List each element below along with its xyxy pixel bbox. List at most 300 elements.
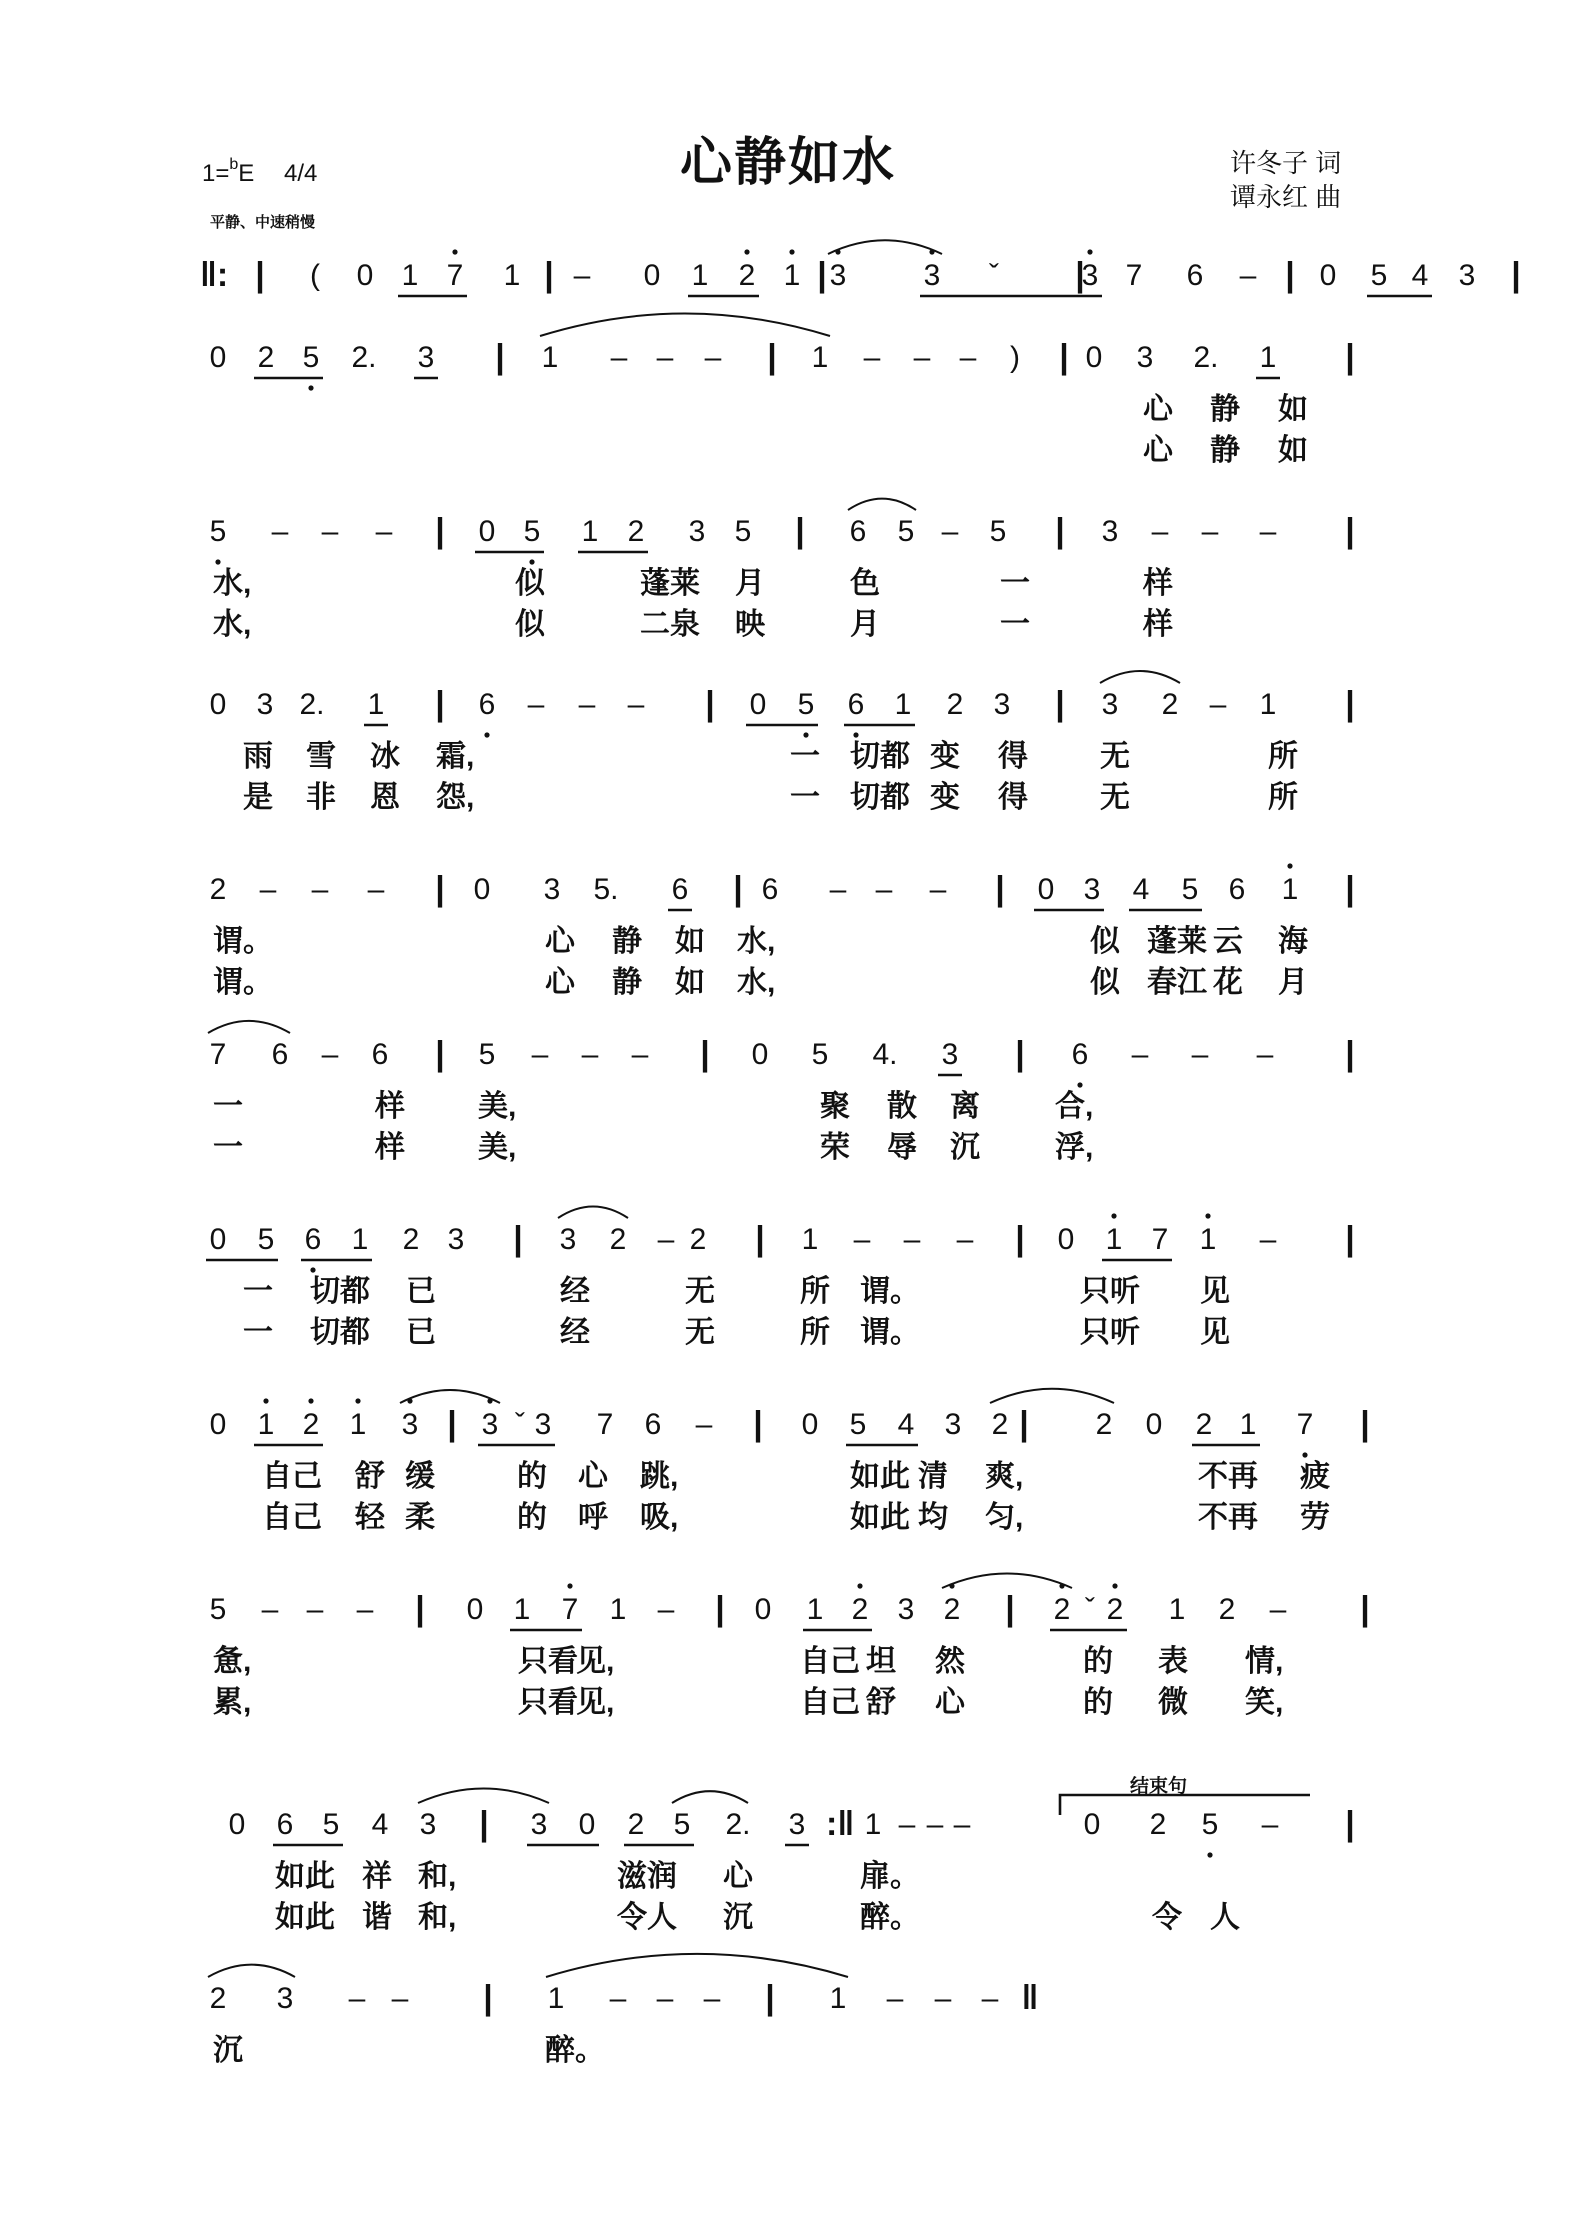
barline-0-6: |	[1511, 256, 1521, 294]
note-5-8: 0	[751, 1038, 769, 1071]
slur-0	[828, 240, 942, 254]
note-9-6: 0	[578, 1808, 596, 1841]
lyric-6-0-3: 经	[560, 1275, 590, 1308]
lyric-3-0-5: 切都	[850, 740, 910, 773]
barline-5-3: |	[1345, 1035, 1355, 1073]
slur-9	[942, 1574, 1072, 1589]
octave-dot-8	[529, 559, 534, 564]
barline-4-2: |	[995, 870, 1005, 908]
octave-dot-1	[744, 249, 749, 254]
note-8-10: 1	[806, 1593, 824, 1626]
slur-2	[848, 499, 916, 510]
barline-6-2: |	[1015, 1220, 1025, 1258]
note-5-13: –	[1131, 1038, 1149, 1071]
note-4-5: 3	[543, 873, 561, 906]
lyric-6-0-8: 见	[1200, 1275, 1230, 1308]
note-1-6: –	[610, 341, 628, 374]
note-3-11: 1	[894, 688, 912, 721]
slur-13	[546, 1954, 848, 1977]
note-10-5: –	[609, 1982, 627, 2015]
note-2-7: 2	[627, 515, 645, 548]
note-10-0: 2	[209, 1982, 227, 2015]
note-7-10: –	[695, 1408, 713, 1441]
lyric-8-0-4: 坦	[866, 1645, 896, 1678]
note-9-0: 0	[228, 1808, 246, 1841]
note-8-17: 1	[1168, 1593, 1186, 1626]
note-10-7: –	[703, 1982, 721, 2015]
barline-1-3: |	[1345, 338, 1355, 376]
lyric-2-1-0: 水,	[213, 608, 252, 641]
lyric-8-1-8: 笑,	[1245, 1686, 1284, 1719]
lyric-4-0-8: 海	[1278, 925, 1308, 958]
lyric-6-1-6: 谓。	[860, 1316, 920, 1349]
lyric-9-0-4: 心	[723, 1860, 753, 1893]
note-10-11: –	[981, 1982, 999, 2015]
note-6-18: –	[1259, 1223, 1277, 1256]
note-5-10: 4.	[872, 1038, 898, 1071]
note-4-2: –	[311, 873, 329, 906]
lyric-6-1-3: 经	[560, 1316, 590, 1349]
barline-4-0: |	[435, 870, 445, 908]
octave-dot-11	[853, 732, 858, 737]
lyric-6-1-5: 所	[800, 1316, 830, 1349]
barline-0-1: |	[255, 256, 265, 294]
note-6-5: 3	[447, 1223, 465, 1256]
note-7-18: 2	[1195, 1408, 1213, 1441]
octave-dot-18	[308, 1398, 313, 1403]
lyric-9-0-1: 祥	[362, 1860, 392, 1893]
note-0-19: 4	[1411, 259, 1429, 292]
octave-dot-28	[1207, 1852, 1212, 1857]
lyric-8-0-2: 见,	[576, 1645, 615, 1678]
lyric-2-0-3: 月	[735, 567, 765, 600]
lyric-9-1-2: 和,	[418, 1901, 457, 1934]
slur-3	[1100, 671, 1180, 683]
note-8-2: –	[306, 1593, 324, 1626]
lyric-3-0-2: 冰	[370, 740, 400, 773]
note-2-4: 0	[478, 515, 496, 548]
note-6-6: 3	[559, 1223, 577, 1256]
lyric-5-1-6: 浮,	[1055, 1131, 1094, 1164]
note-9-8: 5	[673, 1808, 691, 1841]
note-7-7: 3	[534, 1408, 552, 1441]
note-3-3: 1	[367, 688, 385, 721]
note-6-9: 2	[689, 1223, 707, 1256]
octave-dot-2	[789, 249, 794, 254]
note-2-1: –	[271, 515, 289, 548]
note-3-1: 3	[256, 688, 274, 721]
note-1-4: 3	[417, 341, 435, 374]
note-5-4: 5	[478, 1038, 496, 1071]
barline-2-0: |	[435, 512, 445, 550]
lyric-7-0-0: 自己	[262, 1460, 322, 1493]
lyric-8-1-3: 自己	[800, 1686, 860, 1719]
slur-7	[400, 1390, 500, 1403]
lyric-6-1-8: 见	[1200, 1316, 1230, 1349]
lyric-9-0-5: 扉。	[860, 1860, 920, 1893]
lyric-2-1-6: 样	[1143, 608, 1173, 641]
lyric-7-0-10: 疲	[1300, 1460, 1330, 1493]
lyric-4-0-4: 水,	[737, 925, 776, 958]
note-0-7: 1	[691, 259, 709, 292]
note-1-9: 1	[811, 341, 829, 374]
note-6-7: 2	[609, 1223, 627, 1256]
lyric-3-0-0: 雨	[243, 740, 273, 773]
lyric-3-0-1: 雪	[306, 740, 336, 773]
lyric-4-1-7: 花	[1213, 966, 1243, 999]
octave-dot-27	[1112, 1583, 1117, 1588]
note-6-2: 6	[304, 1223, 322, 1256]
lyric-7-0-9: 不再	[1198, 1460, 1258, 1493]
octave-dot-23	[567, 1583, 572, 1588]
note-6-10: 1	[801, 1223, 819, 1256]
barline-10-1: |	[765, 1979, 775, 2017]
lyric-3-1-2: 恩	[370, 781, 400, 814]
note-0-16: –	[1239, 259, 1257, 292]
note-0-15: 6	[1186, 259, 1204, 292]
lyric-3-1-5: 切都	[850, 781, 910, 814]
note-2-14: 3	[1101, 515, 1119, 548]
lyric-3-0-6: 变	[930, 740, 960, 773]
note-0-18: 5	[1370, 259, 1388, 292]
composer-credit: 谭永红 曲	[1230, 182, 1342, 212]
lyric-2-0-5: 一	[1000, 567, 1030, 600]
barline-0-3: |	[817, 256, 827, 294]
lyric-9-0-3: 滋润	[617, 1860, 677, 1893]
note-8-18: 2	[1218, 1593, 1236, 1626]
note-0-2: 1	[401, 259, 419, 292]
note-4-15: 5	[1181, 873, 1199, 906]
note-9-2: 5	[322, 1808, 340, 1841]
note-6-17: 1	[1199, 1223, 1217, 1256]
lyric-7-1-8: 匀,	[985, 1501, 1024, 1534]
note-2-10: 6	[849, 515, 867, 548]
note-8-1: –	[261, 1593, 279, 1626]
lyric-4-0-2: 静	[612, 925, 642, 958]
lyric-4-1-3: 如	[675, 966, 705, 999]
lyric-5-1-2: 美,	[478, 1131, 517, 1164]
lyric-2-0-2: 蓬莱	[640, 567, 700, 600]
note-5-6: –	[581, 1038, 599, 1071]
note-10-3: –	[391, 1982, 409, 2015]
slur-5	[208, 1021, 290, 1033]
lyric-4-0-3: 如	[675, 925, 705, 958]
lyric-9-1-1: 谐	[362, 1901, 392, 1934]
barline-6-1: |	[755, 1220, 765, 1258]
note-7-6: ˇ	[515, 1408, 525, 1441]
lyric-3-0-9: 所	[1268, 740, 1298, 773]
note-0-12: ˇ	[989, 259, 999, 292]
lyric-7-0-1: 舒	[355, 1460, 385, 1493]
barline-3-1: |	[705, 685, 715, 723]
lyric-3-1-1: 非	[306, 781, 336, 814]
note-1-5: 1	[541, 341, 559, 374]
octave-dot-14	[310, 1267, 315, 1272]
note-4-14: 4	[1132, 873, 1150, 906]
note-9-10: 3	[788, 1808, 806, 1841]
lyric-3-1-7: 得	[998, 781, 1028, 814]
note-7-17: 0	[1145, 1408, 1163, 1441]
note-8-7: 1	[609, 1593, 627, 1626]
note-0-14: 7	[1125, 259, 1143, 292]
barline-4-3: |	[1345, 870, 1355, 908]
note-9-13: –	[926, 1808, 944, 1841]
lyric-8-1-7: 微	[1158, 1686, 1188, 1719]
lyric-2-1-1: 似	[515, 608, 545, 641]
note-8-19: –	[1269, 1593, 1287, 1626]
note-7-16: 2	[1095, 1408, 1113, 1441]
note-9-15: 0	[1083, 1808, 1101, 1841]
lyric-7-1-6: 如此	[850, 1501, 910, 1534]
lyric-6-1-1: 切都	[310, 1316, 370, 1349]
note-7-0: 0	[209, 1408, 227, 1441]
note-2-17: –	[1259, 515, 1277, 548]
barline-2-1: |	[795, 512, 805, 550]
note-6-15: 1	[1105, 1223, 1123, 1256]
lyric-2-0-6: 样	[1143, 567, 1173, 600]
barline-8-0: |	[415, 1590, 425, 1628]
note-3-9: 5	[797, 688, 815, 721]
octave-dot-22	[1302, 1452, 1307, 1457]
note-1-10: –	[863, 341, 881, 374]
barline-8-1: |	[715, 1590, 725, 1628]
barline-3-2: |	[1055, 685, 1065, 723]
note-7-2: 2	[302, 1408, 320, 1441]
note-8-15: ˇ	[1085, 1593, 1095, 1626]
lyric-3-1-9: 所	[1268, 781, 1298, 814]
note-1-2: 5	[302, 341, 320, 374]
lyric-2-0-4: 色	[850, 567, 880, 600]
note-8-11: 2	[851, 1593, 869, 1626]
barline-0-5: |	[1285, 256, 1295, 294]
lyric-5-0-5: 离	[950, 1090, 980, 1123]
note-5-15: –	[1256, 1038, 1274, 1071]
note-1-15: 3	[1136, 341, 1154, 374]
note-4-13: 3	[1083, 873, 1101, 906]
note-9-5: 3	[530, 1808, 548, 1841]
lyric-3-0-8: 无	[1100, 740, 1130, 773]
lyric-4-1-4: 水,	[737, 966, 776, 999]
lyric-5-0-4: 散	[887, 1090, 917, 1123]
note-6-12: –	[903, 1223, 921, 1256]
lyric-5-1-0: 一	[213, 1131, 243, 1164]
lyric-5-0-0: 一	[213, 1090, 243, 1123]
barline-7-0: |	[447, 1405, 457, 1443]
lyric-7-1-7: 均	[918, 1501, 948, 1534]
note-5-3: 6	[371, 1038, 389, 1071]
lyric-4-1-0: 谓。	[213, 966, 273, 999]
lyric-5-1-4: 辱	[887, 1131, 917, 1164]
note-8-8: –	[657, 1593, 675, 1626]
note-9-12: –	[898, 1808, 916, 1841]
note-2-5: 5	[523, 515, 541, 548]
note-5-0: 7	[209, 1038, 227, 1071]
note-3-17: 1	[1259, 688, 1277, 721]
note-1-11: –	[913, 341, 931, 374]
lyric-8-1-1: 只看	[518, 1686, 578, 1719]
note-6-16: 7	[1151, 1223, 1169, 1256]
lyric-1-0-0: 心	[1143, 393, 1173, 426]
note-4-17: 1	[1281, 873, 1299, 906]
ending-label: 结束句	[1130, 1776, 1188, 1797]
note-0-20: 3	[1458, 259, 1476, 292]
note-4-12: 0	[1037, 873, 1055, 906]
lyric-8-0-6: 的	[1083, 1645, 1113, 1678]
note-6-13: –	[956, 1223, 974, 1256]
barline-7-3: |	[1360, 1405, 1370, 1443]
lyric-4-0-0: 谓。	[213, 925, 273, 958]
note-9-4: 3	[419, 1808, 437, 1841]
lyric-1-0-1: 静	[1210, 393, 1240, 426]
note-0-3: 7	[446, 259, 464, 292]
lyric-2-0-1: 似	[515, 567, 545, 600]
slur-1	[540, 314, 830, 337]
note-1-8: –	[704, 341, 722, 374]
note-0-13: 3	[1081, 259, 1099, 292]
note-7-12: 5	[849, 1408, 867, 1441]
lyric-5-0-1: 样	[375, 1090, 405, 1123]
note-4-7: 6	[671, 873, 689, 906]
note-9-14: –	[953, 1808, 971, 1841]
note-6-3: 1	[351, 1223, 369, 1256]
key-flat: b	[229, 156, 239, 173]
note-6-8: –	[657, 1223, 675, 1256]
note-3-12: 2	[946, 688, 964, 721]
tempo-marking: 平静、中速稍慢	[210, 214, 316, 231]
barline-10-2: ‖	[1021, 1979, 1039, 2017]
note-10-1: 3	[276, 1982, 294, 2015]
note-2-3: –	[375, 515, 393, 548]
note-8-9: 0	[754, 1593, 772, 1626]
lyric-7-1-2: 柔	[405, 1501, 435, 1534]
note-2-11: 5	[897, 515, 915, 548]
note-8-6: 7	[561, 1593, 579, 1626]
note-9-11: 1	[864, 1808, 882, 1841]
barline-0-2: |	[544, 256, 554, 294]
note-0-6: 0	[643, 259, 661, 292]
octave-dot-16	[1205, 1213, 1210, 1218]
note-7-15: 2	[991, 1408, 1009, 1441]
lyric-9-1-3: 令人	[617, 1901, 677, 1934]
note-6-11: –	[853, 1223, 871, 1256]
note-2-16: –	[1201, 515, 1219, 548]
lyric-8-0-3: 自己	[800, 1645, 860, 1678]
barline-4-1: |	[733, 870, 743, 908]
note-7-5: 3	[481, 1408, 499, 1441]
ending-bracket	[1060, 1795, 1310, 1815]
note-7-3: 1	[349, 1408, 367, 1441]
lyricist-credit: 许冬子 词	[1230, 148, 1342, 178]
lyric-6-0-5: 所	[800, 1275, 830, 1308]
note-1-1: 2	[257, 341, 275, 374]
slur-10	[418, 1788, 549, 1803]
note-10-8: 1	[829, 1982, 847, 2015]
note-1-3: 2.	[351, 341, 377, 374]
note-10-9: –	[886, 1982, 904, 2015]
lyric-10-0-0: 沉	[213, 2034, 243, 2067]
note-5-14: –	[1191, 1038, 1209, 1071]
note-5-12: 6	[1071, 1038, 1089, 1071]
lyric-6-0-6: 谓。	[860, 1275, 920, 1308]
octave-dot-24	[857, 1583, 862, 1588]
note-2-9: 5	[734, 515, 752, 548]
lyric-8-1-5: 心	[935, 1686, 965, 1719]
note-2-12: –	[941, 515, 959, 548]
note-10-2: –	[348, 1982, 366, 2015]
note-0-8: 2	[738, 259, 756, 292]
note-7-19: 1	[1239, 1408, 1257, 1441]
note-3-14: 3	[1101, 688, 1119, 721]
lyric-7-0-3: 的	[517, 1460, 547, 1493]
note-4-8: 6	[761, 873, 779, 906]
lyric-3-1-6: 变	[930, 781, 960, 814]
lyric-8-0-8: 情,	[1245, 1645, 1284, 1678]
lyric-7-0-5: 跳,	[640, 1460, 679, 1493]
barline-5-1: |	[700, 1035, 710, 1073]
note-10-10: –	[934, 1982, 952, 2015]
note-1-17: 1	[1259, 341, 1277, 374]
note-3-10: 6	[847, 688, 865, 721]
lyric-8-1-6: 的	[1083, 1686, 1113, 1719]
lyric-9-1-6: 令	[1152, 1901, 1182, 1934]
lyric-7-0-8: 爽,	[985, 1460, 1024, 1493]
note-5-11: 3	[941, 1038, 959, 1071]
lyric-9-1-4: 沉	[723, 1901, 753, 1934]
key-prefix: 1=	[202, 160, 230, 187]
barline-3-3: |	[1345, 685, 1355, 723]
note-8-3: –	[356, 1593, 374, 1626]
note-4-9: –	[829, 873, 847, 906]
barline-9-1: :‖	[826, 1805, 855, 1843]
note-4-0: 2	[209, 873, 227, 906]
note-10-4: 1	[547, 1982, 565, 2015]
barline-2-2: |	[1055, 512, 1065, 550]
note-8-12: 3	[897, 1593, 915, 1626]
lyric-7-1-9: 不再	[1198, 1501, 1258, 1534]
note-8-4: 0	[466, 1593, 484, 1626]
lyric-7-0-6: 如此	[850, 1460, 910, 1493]
lyric-8-1-0: 累,	[213, 1686, 252, 1719]
octave-dot-5	[1087, 249, 1092, 254]
lyric-9-1-5: 醉。	[860, 1901, 920, 1934]
octave-dot-6	[308, 385, 313, 390]
lyric-6-0-7: 只听	[1080, 1275, 1140, 1308]
slur-11	[672, 1791, 748, 1803]
lyric-7-0-2: 缓	[405, 1460, 435, 1493]
note-9-1: 6	[276, 1808, 294, 1841]
lyric-7-1-5: 吸,	[640, 1501, 679, 1534]
note-2-2: –	[321, 515, 339, 548]
note-2-0: 5	[209, 515, 227, 548]
note-3-13: 3	[993, 688, 1011, 721]
lyric-5-1-1: 样	[375, 1131, 405, 1164]
barline-1-0: |	[495, 338, 505, 376]
lyric-3-0-4: 一	[790, 740, 820, 773]
lyric-3-0-3: 霜,	[436, 740, 475, 773]
note-3-7: –	[627, 688, 645, 721]
note-7-11: 0	[801, 1408, 819, 1441]
lyric-8-1-4: 舒	[866, 1686, 896, 1719]
note-7-9: 6	[644, 1408, 662, 1441]
note-7-4: 3	[401, 1408, 419, 1441]
note-2-15: –	[1151, 515, 1169, 548]
slur-6	[558, 1207, 628, 1219]
note-8-0: 5	[209, 1593, 227, 1626]
note-3-16: –	[1209, 688, 1227, 721]
lyric-9-1-7: 人	[1210, 1901, 1240, 1934]
lyric-4-1-2: 静	[612, 966, 642, 999]
note-0-0: (	[310, 259, 320, 292]
